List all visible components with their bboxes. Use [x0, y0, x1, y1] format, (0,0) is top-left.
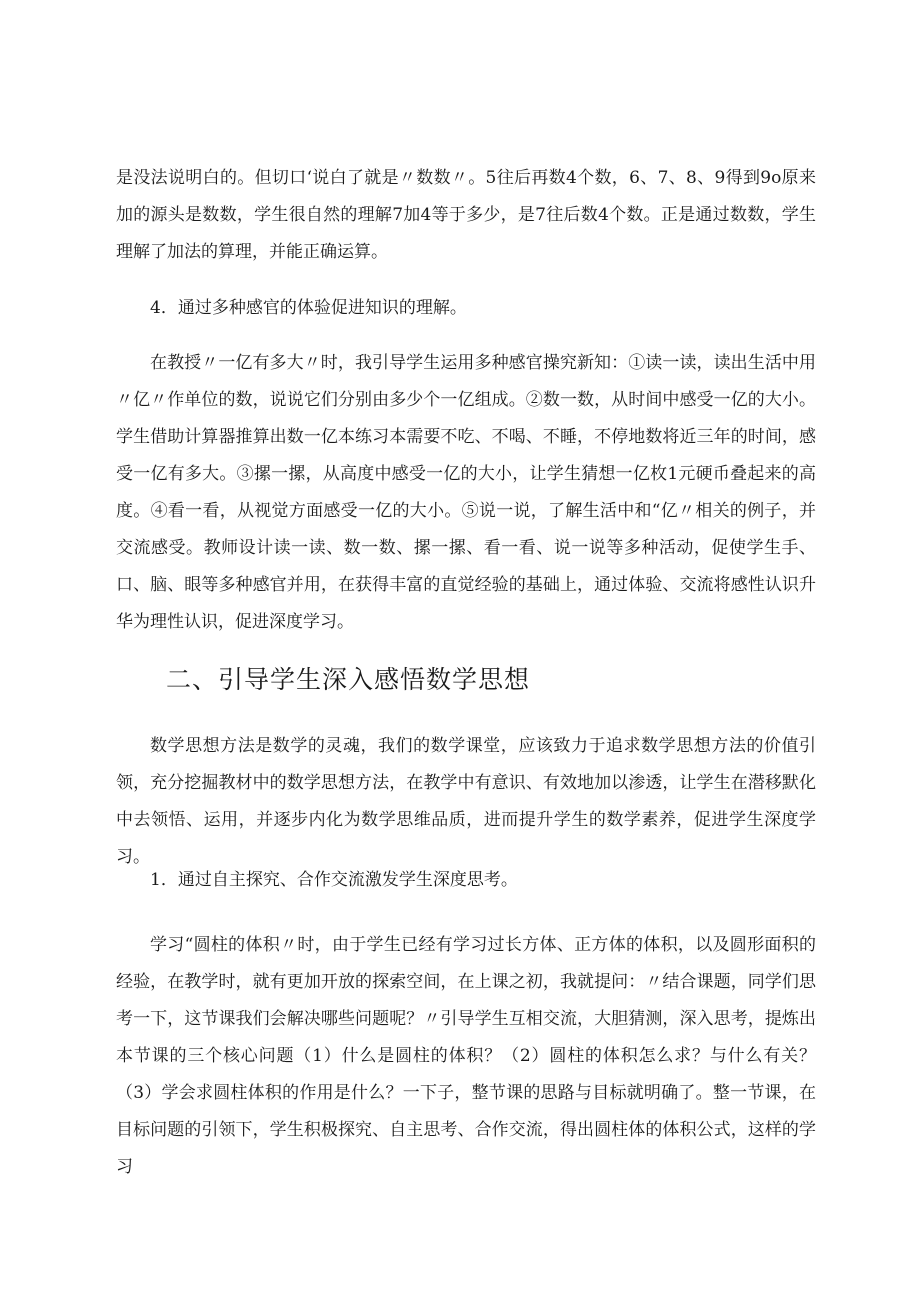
paragraph-continued: 是没法说明白的。但切口‘说白了就是〃数数〃。5往后再数4个数，6、7、8、9得到9o原来加的源头是数数，学生很自然的理解7加4等于多少，是7往后数4个数。正是通过数数，学生理解了加法的算理，并能正确运算。	[116, 168, 816, 262]
paragraph-cylinder-volume: 学习“圆柱的体积〃时，由于学生已经有学习过长方体、正方体的体积，以及圆形面积的经验，在教学时，就有更加开放的探索空间，在上课之初，我就提问：〃结合课题，同学们思考一下，这节课我们会解决哪些问题呢？〃引导学生互相交流，大胆猜测，深入思考，提炼出本节课的三个核心问题（1）什么是圆柱的体积？（2）圆柱的体积怎么求？与什么有关？（3）学会求圆柱体积的作用是什么？一下子，整节课的思路与目标就明确了。整一节课，在目标问题的引领下，学生积极探究、自主思考、合作交流，得出圆柱体的体积公式，这样的学习	[116, 935, 816, 1177]
section-heading-2: 二、引导学生深入感悟数学思想	[166, 665, 531, 694]
list-item-4-multisensory: 4．通过多种感官的体验促进知识的理解。	[150, 298, 467, 318]
paragraph-one-hundred-million: 在教授〃一亿有多大〃时，我引导学生运用多种感官操究新知：①读一读，读出生活中用〃亿〃作单位的数，说说它们分别由多少个一亿组成。②数一数，从时间中感受一亿的大小。学生借助计算器推算出数一亿本练习本需要不吃、不喝、不睡，不停地数将近三年的时间，感受一亿有多大。③摞一摞，从高度中感受一亿的大小，让学生猜想一亿枚1元硬币叠起来的高度。④看一看，从视觉方面感受一亿的大小。⑤说一说，了解生活中和“亿〃相关的例子，并交流感受。教师设计读一读、数一数、摞一摞、看一看、说一说等多种活动，促使学生手、口、脑、眼等多种感官并用，在获得丰富的直觉经验的基础上，通过体验、交流将感性认识升华为理性认识，促进深度学习。	[116, 353, 816, 632]
list-item-1-exploration: 1．通过自主探究、合作交流激发学生深度思考。	[150, 870, 518, 890]
paragraph-math-thought: 数学思想方法是数学的灵魂，我们的数学课堂，应该致力于追求数学思想方法的价值引领，充分挖掘教材中的数学思想方法，在教学中有意识、有效地加以渗透，让学生在潜移默化中去领悟、运用，并逐步内化为数学思维品质，进而提升学生的数学素养，促进学生深度学习。	[116, 736, 816, 867]
